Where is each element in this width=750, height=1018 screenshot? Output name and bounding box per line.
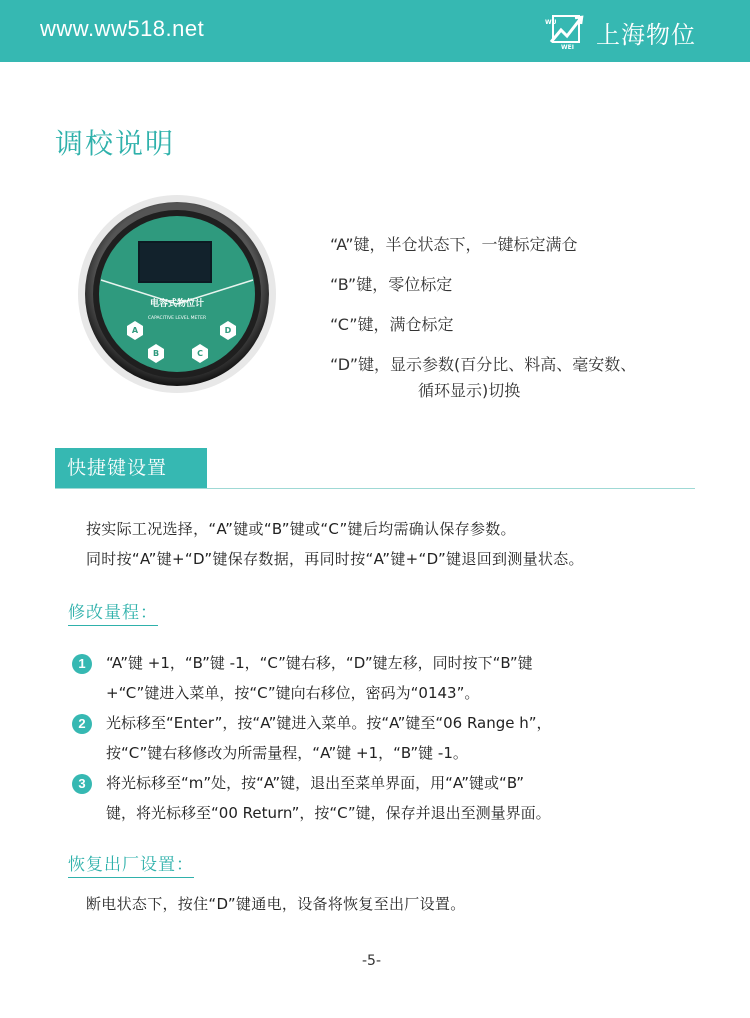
- step-1-line-1: “A”键 +1，“B”键 -1，“C”键右移，“D”键左移，同时按下“B”键: [106, 654, 533, 672]
- subtitle-modify-range: 修改量程：: [68, 598, 158, 626]
- svg-text:D: D: [224, 326, 232, 335]
- level-meter-device-image: [77, 194, 277, 394]
- step-2-line-2: 按“C”键右移修改为所需量程，“A”键 +1，“B”键 -1。: [106, 744, 468, 762]
- key-c-description: “C”键，满仓标定: [330, 315, 454, 334]
- step-number-3-icon: 3: [72, 774, 92, 794]
- header-bar: [0, 0, 750, 62]
- logo-text-top: WU: [545, 19, 557, 26]
- svg-text:B: B: [152, 349, 160, 358]
- page-number: -5-: [362, 953, 382, 969]
- key-description-list: [330, 232, 730, 418]
- website-url[interactable]: www.ww518.net: [40, 16, 205, 41]
- key-b-description: “B”键，零位标定: [330, 275, 453, 294]
- step-number-2-icon: 2: [72, 714, 92, 734]
- svg-text:A: A: [131, 326, 139, 335]
- key-d-description: “D”键，显示参数(百分比、料高、毫安数、: [330, 355, 637, 374]
- step-1-line-2: +“C”键进入菜单，按“C”键向右移位，密码为“0143”。: [106, 684, 480, 702]
- shortcut-paragraph-1: 按实际工况选择，“A”键或“B”键或“C”键后均需确认保存参数。: [86, 520, 516, 538]
- shortcut-paragraph-2: 同时按“A”键+“D”键保存数据，再同时按“A”键+“D”键退回到测量状态。: [86, 550, 584, 568]
- step-3-line-1: 将光标移至“m”处，按“A”键，退出至菜单界面，用“A”键或“B”: [106, 774, 525, 792]
- device-label-cn: 电容式物位计: [149, 299, 205, 309]
- step-number-1-icon: 1: [72, 654, 92, 674]
- company-name: 上海物位: [596, 21, 696, 49]
- subtitle-factory-reset: 恢复出厂设置：: [68, 850, 194, 878]
- key-a-description: “A”键，半仓状态下，一键标定满仓: [330, 235, 578, 254]
- page-title: 调校说明: [55, 127, 176, 160]
- company-logo-icon: [545, 12, 587, 50]
- section-divider: [55, 488, 695, 489]
- device-label-en: CAPACITIVE LEVEL METER: [147, 316, 207, 321]
- section-title-shortcut: 快捷键设置: [55, 448, 207, 488]
- factory-reset-text: 断电状态下，按住“D”键通电，设备将恢复至出厂设置。: [86, 895, 466, 913]
- key-d-description-cont: 循环显示)切换: [418, 381, 521, 400]
- svg-text:C: C: [197, 349, 203, 358]
- step-3-line-2: 键，将光标移至“00 Return”，按“C”键，保存并退出至测量界面。: [106, 804, 551, 822]
- logo-text-bottom: WEI: [561, 44, 574, 50]
- step-2-line-1: 光标移至“Enter”，按“A”键进入菜单。按“A”键至“06 Range h”，: [106, 714, 552, 732]
